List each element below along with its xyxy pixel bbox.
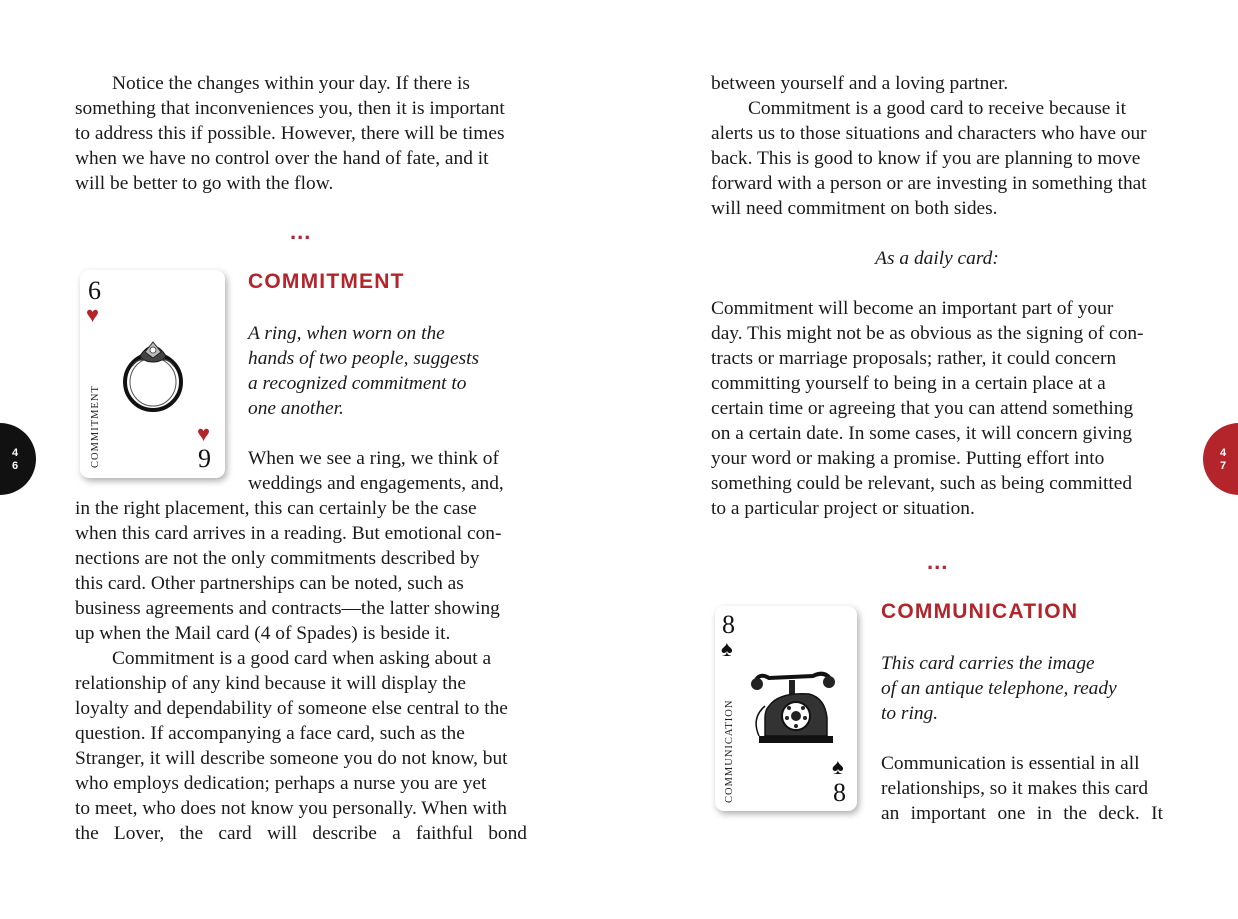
card-name: COMMUNICATION [724,699,735,803]
text-line: on a certain date. In some cases, it will concern giving [711,423,1133,444]
text-line: something could be relevant, such as being committed [711,473,1133,494]
heart-suit-icon: ♥ [86,302,100,327]
text-line: Commitment is a good card to receive because it [748,98,1126,119]
section-separator: ... [290,219,312,244]
text-line: to ring. [881,703,939,724]
text-line: loyalty and dependability of someone else central to the [75,698,508,719]
text-line: something that inconveniences you, then it is important [75,98,505,119]
text-line: day. This might not be as obvious as the signing of con- [711,323,1144,344]
text-line: an important one in the deck. It [881,803,1163,824]
text-line: Communication is essential in all [881,753,1140,774]
daily-card-label: As a daily card: [875,248,999,269]
body-narrow [248,446,527,496]
section-separator: ... [927,549,949,574]
text-line: When we see a ring, we think of [248,448,499,469]
text-line: nections are not the only commitments described by [75,548,480,569]
text-line: hands of two people, suggests [248,348,480,369]
spade-suit-icon: ♠ [721,636,733,661]
intro-paragraph [75,71,527,196]
text-line: between yourself and a loving partner. [711,73,1009,94]
text-line: to meet, who does not know you personally. When with [75,798,507,819]
card-rank-top: 6 [88,276,101,305]
text-line: Notice the changes within your day. If there is [112,73,470,94]
right-page [619,0,1238,919]
section-title: COMMITMENT [248,270,405,293]
continued-paragraph [711,71,1163,521]
text-line: Commitment will become an important part of your [711,298,1114,319]
body-paragraph [75,496,527,846]
heart-suit-icon: ♥ [197,421,211,446]
text-line: when this card arrives in a reading. But emotional con- [75,523,502,544]
text-line: in the right placement, this can certainly be the case [75,498,477,519]
body-narrow [881,751,1163,826]
page-number-digit: 6 [11,460,19,472]
spade-suit-icon: ♠ [832,754,844,779]
text-line: to a particular project or situation. [711,498,975,519]
text-line: the Lover, the card will describe a faithful bond [75,823,527,844]
card-rank-bottom: 9 [198,444,211,473]
card-caption [881,651,1171,726]
text-line: business agreements and contracts—the latter showing [75,598,500,619]
page-number-digit: 4 [11,447,19,459]
ring-icon [118,332,188,414]
text-line: a recognized commitment to [248,373,467,394]
text-line: weddings and engagements, and, [248,473,504,494]
text-line: will need commitment on both sides. [711,198,998,219]
antique-telephone-icon [749,666,839,750]
card-name: COMMITMENT [90,385,101,468]
text-line: when we have no control over the hand of fate, and it [75,148,489,169]
card-rank-top: 8 [722,610,735,639]
text-line: will be better to go with the flow. [75,173,334,194]
section-title: COMMUNICATION [881,600,1079,623]
text-line: who employs dedication; perhaps a nurse you are yet [75,773,487,794]
communication-card [715,606,857,811]
text-line: certain time or agreeing that you can attend something [711,398,1134,419]
text-line: one another. [248,398,344,419]
card-rank-bottom: 8 [833,778,846,807]
text-line: This card carries the image [881,653,1095,674]
card-caption [248,321,538,421]
page-number-tab [1203,423,1238,495]
text-line: up when the Mail card (4 of Spades) is beside it. [75,623,451,644]
text-line: committing yourself to being in a certain place at a [711,373,1106,394]
text-line: A ring, when worn on the [248,323,445,344]
text-line: alerts us to those situations and characters who have our [711,123,1147,144]
page-number-digit: 4 [1219,447,1227,459]
page-number-tab [0,423,36,495]
text-line: of an antique telephone, ready [881,678,1117,699]
text-line: Commitment is a good card when asking about a [112,648,492,669]
commitment-card [80,270,225,478]
text-line: forward with a person or are investing in something that [711,173,1147,194]
text-line: your word or making a promise. Putting effort into [711,448,1105,469]
text-line: relationships, so it makes this card [881,778,1149,799]
page-number-digit: 7 [1219,460,1227,472]
text-line: this card. Other partnerships can be noted, such as [75,573,464,594]
text-line: relationship of any kind because it will display the [75,673,466,694]
text-line: question. If accompanying a face card, such as the [75,723,465,744]
text-line: to address this if possible. However, there will be times [75,123,505,144]
text-line: tracts or marriage proposals; rather, it could concern [711,348,1117,369]
text-line: Stranger, it will describe someone you do not know, but [75,748,508,769]
text-line: back. This is good to know if you are planning to move [711,148,1141,169]
